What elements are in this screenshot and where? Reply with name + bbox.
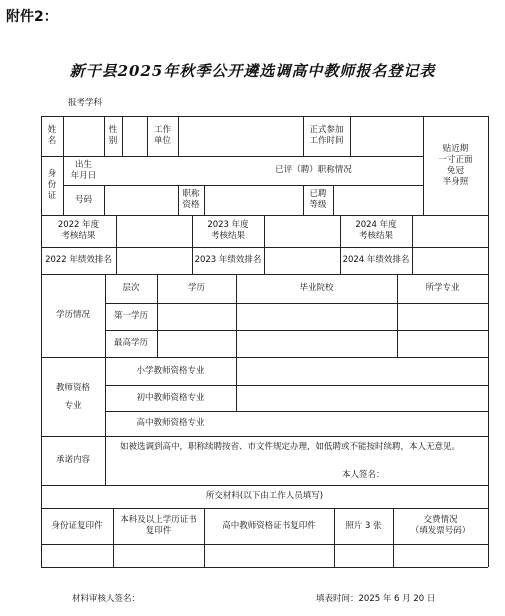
grid-line xyxy=(41,436,488,437)
rank-2024-label: 2024 年绩效排名 xyxy=(342,255,410,265)
gender-label: 性 别 xyxy=(108,125,118,146)
id-card-label: 身 份 证 xyxy=(47,169,57,201)
teacher-qualification-section-label: 教师资格 专业 xyxy=(55,382,90,411)
grid-line xyxy=(116,215,117,274)
id-number-label: 号码 xyxy=(74,194,92,205)
signature-label: 本人签名： xyxy=(342,470,385,480)
table-border-bottom xyxy=(41,567,488,568)
rank-2023-label: 2023 年绩效排名 xyxy=(194,255,262,265)
photo-placeholder: 贴近期 一寸正面 免冠 半身照 xyxy=(438,143,473,187)
education-header-level: 层次 xyxy=(122,283,140,293)
table-border-right xyxy=(488,116,489,567)
materials-fee-status: 交费情况 （填发票号码） xyxy=(410,515,471,536)
grid-line xyxy=(412,215,413,274)
grid-line xyxy=(122,116,123,156)
materials-id-copy: 身份证复印件 xyxy=(51,520,103,531)
junior-teacher-qual-label: 初中教师资格专业 xyxy=(136,392,205,403)
formal-work-time-label: 正式参加 工作时间 xyxy=(309,125,344,146)
grid-line xyxy=(350,116,351,156)
senior-teacher-qual-label: 高中教师资格专业 xyxy=(136,418,205,428)
assessment-2024-label: 2024 年度 考核结果 xyxy=(355,220,397,241)
education-header-degree: 学历 xyxy=(187,283,205,293)
education-header-major: 所学专业 xyxy=(425,283,460,293)
primary-teacher-qual-label: 小学教师资格专业 xyxy=(136,365,205,376)
rank-2022-label: 2022 年绩效排名 xyxy=(45,255,112,265)
assessment-2022-label: 2022 年度 考核结果 xyxy=(57,220,100,241)
grid-line xyxy=(41,544,488,545)
title-status-label: 已评（聘）职称情况 xyxy=(275,165,352,175)
subject-label: 报考学科 xyxy=(68,98,103,108)
grid-line xyxy=(204,185,205,215)
materials-degree-copy: 本科及以上学历证书 复印件 xyxy=(120,515,197,536)
name-label: 姓 名 xyxy=(47,125,57,146)
materials-heading: 所交材料(以下由工作人员填写) xyxy=(205,491,324,501)
education-header-school: 毕业院校 xyxy=(299,283,334,293)
grid-line xyxy=(333,185,334,215)
attachment-label: 附件2： xyxy=(6,9,58,25)
grid-line xyxy=(104,185,105,215)
form-title: 新干县2025年秋季公开遴选调高中教师报名登记表 xyxy=(69,62,436,80)
materials-teacher-cert-copy: 高中教师资格证书复印件 xyxy=(222,520,316,531)
pledge-text: 如被选调到高中，职称续聘按省、市文件规定办理，如低聘或不能按时续聘，本人无意见。 xyxy=(120,442,461,452)
title-qualification-label: 职称 资格 xyxy=(182,189,200,210)
highest-degree-label: 最高学历 xyxy=(113,338,148,348)
pledge-label: 承诺内容 xyxy=(55,455,90,465)
grid-line xyxy=(63,185,423,186)
education-section-label: 学历情况 xyxy=(55,310,90,320)
grid-line xyxy=(264,215,265,274)
reviewer-signature-label: 材料审核人签名： xyxy=(72,594,141,604)
birth-date-label: 出生 年月日 xyxy=(70,159,97,181)
fill-date: 填表时间：2025 年 6 月 20 日 xyxy=(316,594,436,604)
first-degree-label: 第一学历 xyxy=(113,311,148,321)
materials-photos: 照片 3 张 xyxy=(345,520,382,531)
assessment-2023-label: 2023 年度 考核结果 xyxy=(207,220,249,241)
grid-line xyxy=(178,116,179,156)
grid-line xyxy=(105,303,488,304)
grid-line xyxy=(105,330,488,331)
hire-level-label: 已聘 等级 xyxy=(309,189,327,210)
work-unit-label: 工作 单位 xyxy=(153,125,171,146)
